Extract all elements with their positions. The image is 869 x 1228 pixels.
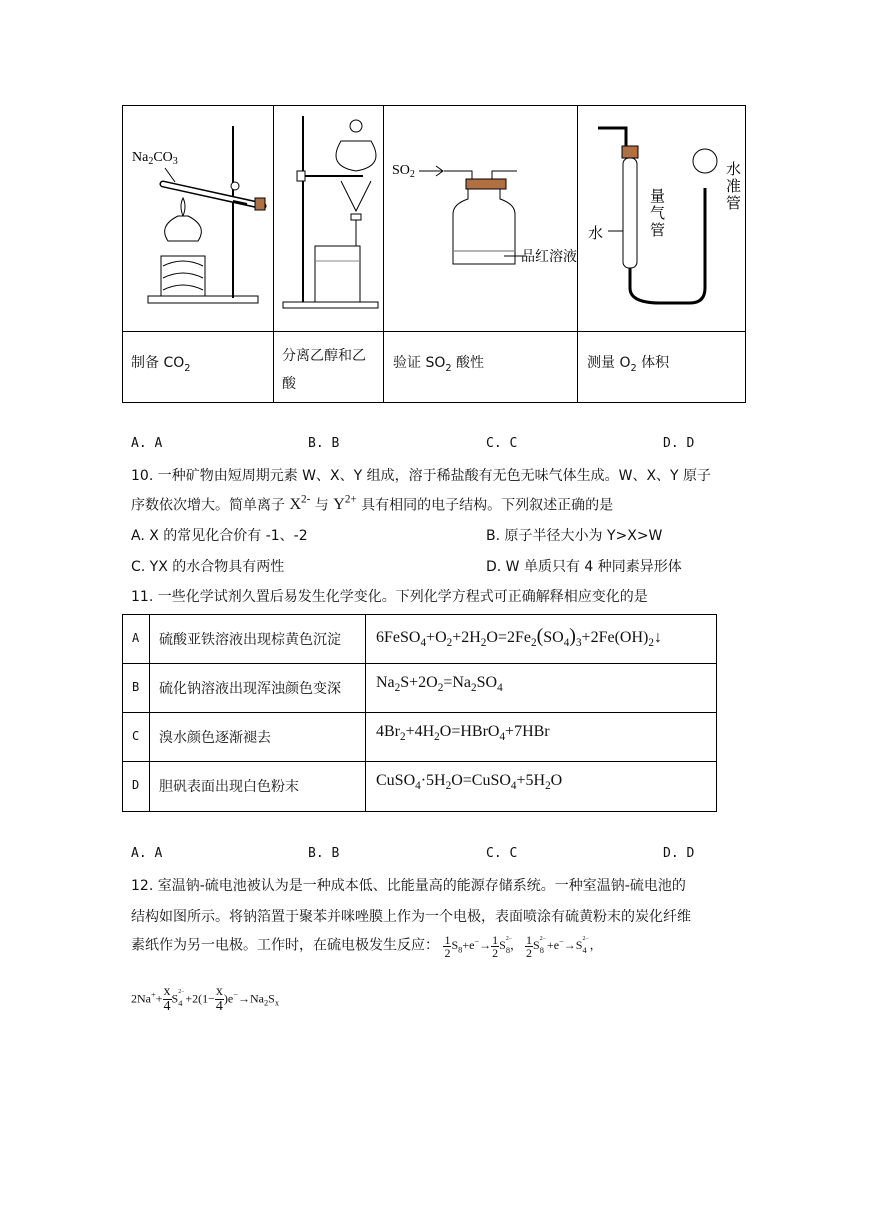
q10-stem2-mid: 与 [314,497,329,514]
option-c: C. C [486,436,518,451]
q11-stem-text: 一些化学试剂久置后易发生化学变化。下列化学方程式可正确解释相应变化的是 [157,589,648,605]
q12-line1 [131,875,686,895]
ion-x: $X^{2-}$ [289,494,311,514]
table-divider [123,331,745,332]
q10-option-d: D. W 单质只有 4 种同素异形体 [486,559,682,575]
table-row [123,664,716,713]
q12-reaction-1: $\frac{1}{2}$ $S_8+e^-\to$ $\frac{1}{2}$ S $_{2- 8}$， $\frac{1}{2}$ S $_{2- 8}$ +e−→S $_{2- 4}$ ， [444,933,602,960]
option-a: A. A [131,436,163,451]
row-equation: $Na_2S+2O_2=Na_2SO_4$ [376,674,503,695]
table-row [123,762,716,811]
q10-stem-line2 [131,494,613,514]
reaction-table [122,614,717,812]
apparatus-table [122,105,746,403]
option-a: A. A [131,846,163,861]
row-equation: $4Br_2+4H_2O=HBrO_4+7HBr$ [376,723,550,744]
q11-number: 11. [131,589,154,605]
label-water: 水 [588,224,604,242]
caption-c: 验证 $SO_2$ 酸性 [393,355,485,374]
option-d: D. D [663,846,695,861]
row-letter: A [132,631,140,645]
row-desc: 胆矾表面出现白色粉末 [159,779,299,795]
option-c: C. C [486,846,518,861]
table-row [123,615,716,664]
q12-line1-text: 室温钠-硫电池被认为是一种成本低、比能量高的能源存储系统。一种室温钠-硫电池的 [157,878,686,894]
q12-line3 [131,934,602,959]
label-pinhong: 品红溶液 [521,249,577,265]
row-equation: $6FeSO_4+O_2+2H_2O=2Fe_2(SO_4)_3+2Fe(OH)_2↓$ [376,625,662,650]
table-row [123,713,716,762]
apparatus-b-figure [273,106,383,331]
q11-stem [131,586,648,606]
option-b: B. B [308,436,340,451]
row-letter: B [132,680,140,694]
q10-number: 10. [131,468,154,484]
q10-stem1: 一种矿物由短周期元素 W、X、Y 组成，溶于稀盐酸有无色无味气体生成。W、X、Y 原子 [157,468,712,484]
ion-y: $Y^{2+}$ [333,494,357,514]
q12-reaction-2: 2Na++ $\frac{x}{4}$ S $_{2- 4}$ +2(1− $\frac{x}{4}$ )$e^-\to Na_2S_x$ [131,984,280,1014]
q10-stem2-pre: 序数依次增大。简单离子 [131,497,285,514]
row-equation: $CuSO_4\cdot 5H_2O=CuSO_4+5H_2O$ [376,772,563,793]
row-letter: C [132,729,140,743]
q12-line2: 结构如图所示。将钠箔置于聚苯并咪唑膜上作为一个电极，表面喷涂有硫黄粉末的炭化纤维 [131,909,691,925]
caption-b: 分离乙醇和乙酸 [282,348,366,392]
row-desc: 硫化钠溶液出现浑浊颜色变深 [159,681,341,697]
q10-option-a: A. X 的常见化合价有 -1、-2 [131,528,308,544]
caption-d: 测量 $O_2$ 体积 [587,355,670,374]
label-burette: 量气管 [650,187,666,239]
q10-option-b: B. 原子半径大小为 Y>X>W [486,528,663,544]
apparatus-d-figure [578,106,746,331]
caption-a: 制备 $CO_2$ [131,355,191,374]
option-d: D. D [663,436,695,451]
apparatus-a-figure [123,106,273,331]
label-leveling: 水准管 [726,160,742,212]
q10-stem2-post: 具有相同的电子结构。下列叙述正确的是 [361,497,614,514]
q10-stem-line1 [131,465,711,485]
q12-number: 12. [131,878,154,894]
option-b: B. B [308,846,340,861]
label-na2co3: $Na_2CO_3$ [132,150,178,167]
q10-option-c: C. YX 的水合物具有两性 [131,559,285,575]
label-so2: $SO_2$ [392,163,415,180]
q12-line3-text: 素纸作为另一电极。工作时，在硫电极发生反应： [131,937,439,954]
row-desc: 溴水颜色逐渐褪去 [159,730,271,746]
apparatus-c-figure [384,106,577,331]
row-desc: 硫酸亚铁溶液出现棕黄色沉淀 [159,632,341,648]
row-letter: D [132,778,140,792]
